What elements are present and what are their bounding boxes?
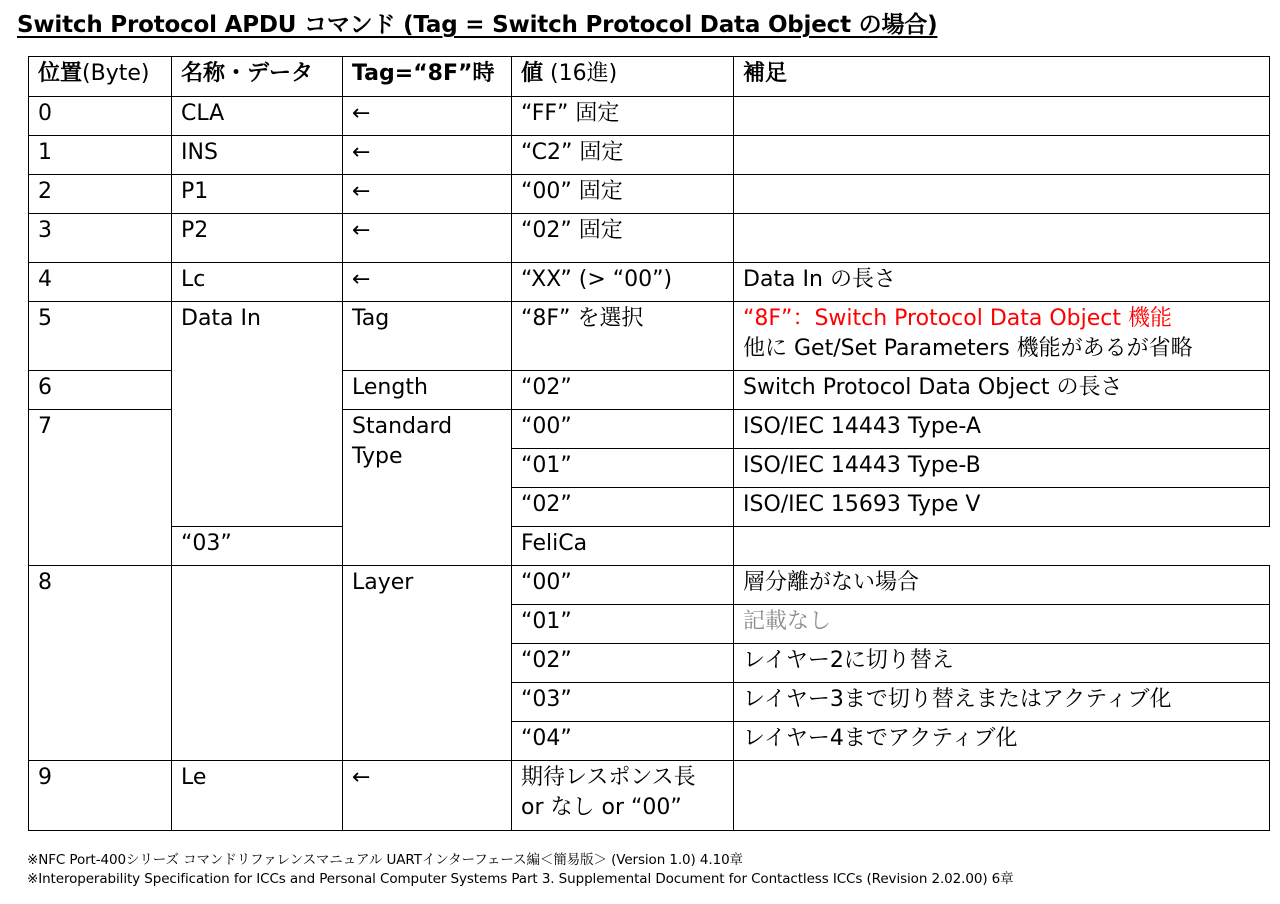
cell-position: 8 (29, 566, 172, 761)
cell-name: Le (172, 761, 343, 831)
value-line: or なし or “00” (521, 795, 682, 820)
note-highlight: “8F”：Switch Protocol Data Object 機能 (743, 306, 1172, 331)
cell-note: FeliCa (512, 527, 734, 566)
header-value: 値 (16進) (512, 57, 734, 97)
table-row (29, 527, 1270, 566)
cell-tag: ← (343, 761, 512, 831)
table-row (29, 97, 1270, 136)
cell-note (734, 136, 1270, 175)
cell-tag: Length (343, 371, 512, 410)
header-name: 名称・データ (172, 57, 343, 97)
cell-note: ISO/IEC 14443 Type-A (734, 410, 1270, 449)
cell-note: Data In の長さ (734, 263, 1270, 302)
cell-name: Lc (172, 263, 343, 302)
tag-line: Standard (352, 414, 453, 439)
page-title: Switch Protocol APDU コマンド (Tag = Switch Protocol Data Object の場合) (17, 12, 938, 38)
cell-position: 5 (29, 302, 172, 371)
cell-value: “02” (512, 488, 734, 527)
cell-note: レイヤー2に切り替え (734, 644, 1270, 683)
cell-value: “04” (512, 722, 734, 761)
cell-note: 記載なし (734, 605, 1270, 644)
cell-value: “00” 固定 (512, 175, 734, 214)
cell-value: “02” (512, 644, 734, 683)
cell-name: INS (172, 136, 343, 175)
cell-position: 3 (29, 214, 172, 263)
footnote: ※Interoperability Specification for ICCs and Personal Computer Systems Part 3. Supplemental Document for Contactless ICCs (Revision 2.02.00) 6章 (27, 871, 1014, 887)
header-position: 位置(Byte) (29, 57, 172, 97)
cell-name (172, 566, 343, 761)
table-row (29, 136, 1270, 175)
value-line: 期待レスポンス長 (521, 765, 696, 790)
cell-note: ISO/IEC 14443 Type-B (734, 449, 1270, 488)
cell-position: 9 (29, 761, 172, 831)
cell-note: レイヤー4までアクティブ化 (734, 722, 1270, 761)
cell-value (512, 761, 734, 831)
cell-value: “00” (512, 410, 734, 449)
note-text: 他に Get/Set Parameters 機能があるが省略 (743, 336, 1193, 361)
cell-position: 6 (29, 371, 172, 410)
cell-note: Switch Protocol Data Object の長さ (734, 371, 1270, 410)
cell-value: “8F” を選択 (512, 302, 734, 371)
cell-note: レイヤー3まで切り替えまたはアクティブ化 (734, 683, 1270, 722)
cell-value: “01” (512, 605, 734, 644)
header-tag: Tag=“8F”時 (343, 57, 512, 97)
table-row (29, 566, 1270, 605)
cell-note (734, 97, 1270, 136)
cell-name: CLA (172, 97, 343, 136)
cell-value: “02” 固定 (512, 214, 734, 263)
cell-value: “XX” (> “00”) (512, 263, 734, 302)
cell-value: “01” (512, 449, 734, 488)
header-note: 補足 (734, 57, 1270, 97)
table-row (29, 302, 1270, 371)
cell-tag: ← (343, 97, 512, 136)
cell-note: ISO/IEC 15693 Type V (734, 488, 1270, 527)
table-row (29, 214, 1270, 263)
cell-tag: Layer (343, 566, 512, 761)
tag-line: Type (352, 444, 403, 469)
cell-position: 2 (29, 175, 172, 214)
cell-note (734, 175, 1270, 214)
cell-value: “03” (512, 683, 734, 722)
cell-value: “C2” 固定 (512, 136, 734, 175)
cell-position: 7 (29, 410, 172, 566)
table-row (29, 761, 1270, 831)
cell-tag: Tag (343, 302, 512, 371)
cell-name: P2 (172, 214, 343, 263)
cell-tag: ← (343, 136, 512, 175)
cell-name: P1 (172, 175, 343, 214)
table-row (29, 175, 1270, 214)
cell-note (734, 761, 1270, 831)
cell-note (734, 214, 1270, 263)
footnote: ※NFC Port-400シリーズ コマンドリファレンスマニュアル UARTインターフェース編＜簡易版＞ (Version 1.0) 4.10章 (27, 852, 743, 868)
table-header-row (29, 57, 1270, 97)
cell-position: 1 (29, 136, 172, 175)
cell-position: 4 (29, 263, 172, 302)
cell-tag: ← (343, 263, 512, 302)
apdu-command-table (28, 56, 1270, 831)
cell-position: 0 (29, 97, 172, 136)
cell-name: Data In (172, 302, 343, 527)
cell-value: “FF” 固定 (512, 97, 734, 136)
cell-tag: ← (343, 214, 512, 263)
cell-value: “03” (172, 527, 343, 566)
cell-tag (343, 410, 512, 566)
cell-note: 層分離がない場合 (734, 566, 1270, 605)
table-row (29, 263, 1270, 302)
cell-note (734, 302, 1270, 371)
cell-value: “02” (512, 371, 734, 410)
cell-tag: ← (343, 175, 512, 214)
cell-value: “00” (512, 566, 734, 605)
